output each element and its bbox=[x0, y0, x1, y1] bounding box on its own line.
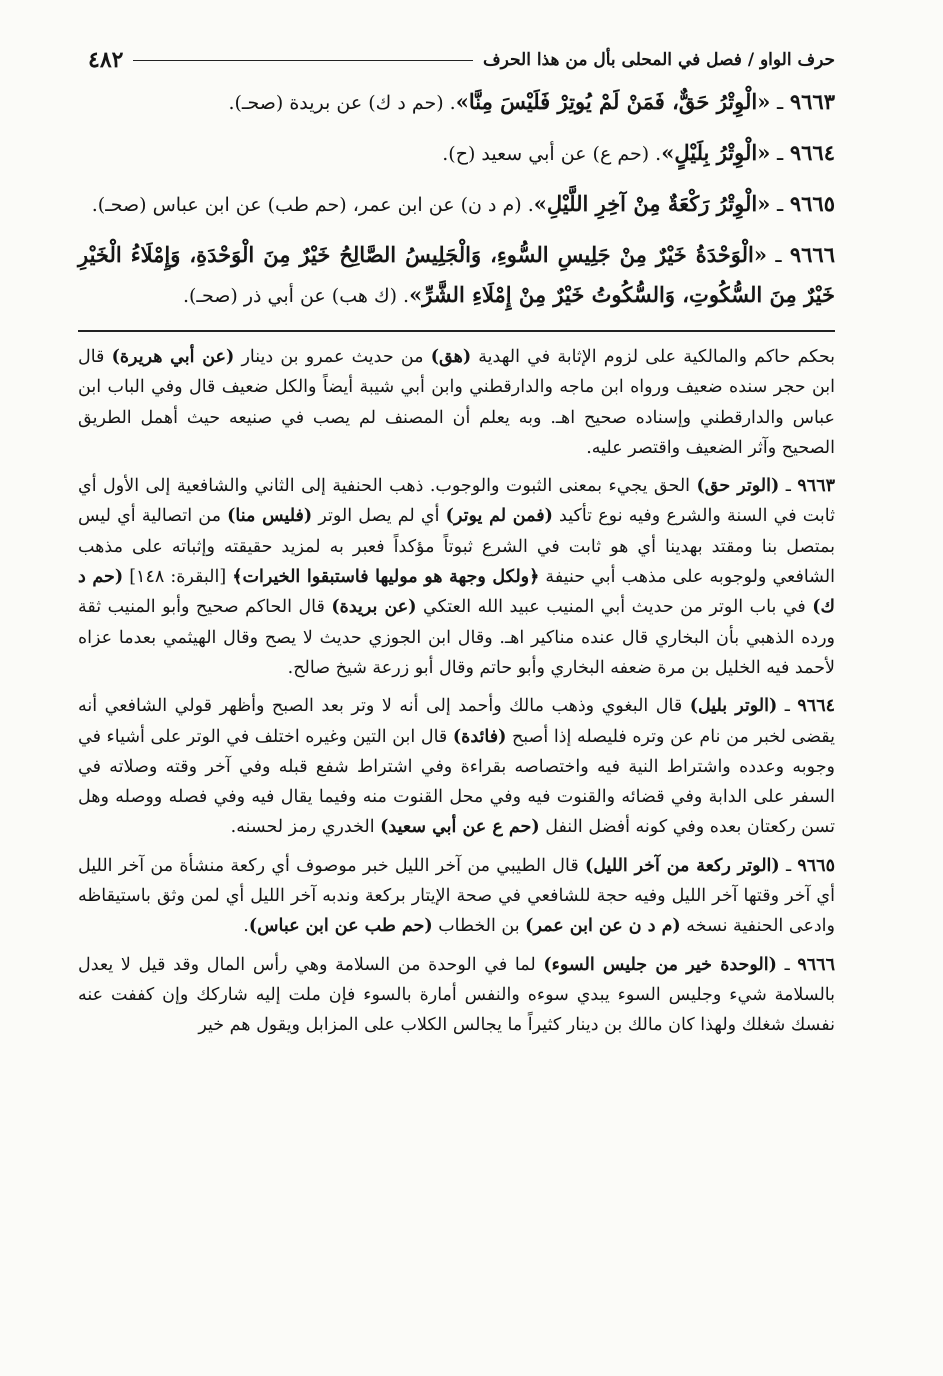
text-run: ـ bbox=[779, 476, 798, 497]
commentary bbox=[78, 342, 835, 1041]
text-run: (الوتر ركعة من آخر الليل) bbox=[584, 855, 780, 876]
text-run: ٩٦٦٥ bbox=[797, 855, 835, 876]
commentary-9663 bbox=[78, 471, 835, 683]
header-rule bbox=[133, 60, 473, 61]
text-run: (الوحدة خير من جليس السوء) bbox=[543, 954, 777, 975]
commentary-intro bbox=[78, 342, 835, 463]
page-header bbox=[78, 40, 835, 80]
text-run: (عن بريدة) bbox=[331, 597, 417, 618]
text-run: (حم طب عن ابن عباس) bbox=[248, 916, 433, 937]
hadith-9666: ٩٦٦٦ ـ «الْوَحْدَةُ خَيْرٌ مِنْ جَلِيسِ السُّوءِ، وَالْجَلِيسُ الصَّالِحُ خَيْرٌ مِنَ الْوَحْدَةِ، وَإِمْلَاءُ الْخَيْرِ خَيْرٌ مِنَ السُّكُوتِ، وَالسُّكُوتُ خَيْرٌ مِنْ إِمْلَاءِ الشَّرِّ». (ك هب) عن أبي ذر (صحـ). bbox=[78, 242, 835, 307]
text-run: ٩٦٦٤ bbox=[797, 696, 835, 717]
text-run: الحق يجيء بمعنى الثبوت والوجوب. ذهب الحنفية إلى الثاني والشافعية إلى الأول أي ثابت في السنة والشرع وفيه نوع تأكيد bbox=[78, 476, 836, 527]
text-run: الخدري رمز لحسنه. bbox=[230, 817, 381, 838]
text-run: (عن أبي هريرة) bbox=[111, 347, 235, 367]
hadith-list bbox=[78, 82, 835, 316]
commentary-9664 bbox=[78, 691, 835, 842]
text-run: ـ bbox=[779, 855, 798, 876]
text-run: في باب الوتر من حديث أبي المنيب عبيد الله العتكي bbox=[416, 597, 813, 618]
book-page bbox=[78, 40, 835, 1340]
text-run: قال ابن التين وغيره اختلف في الوتر على أشياء في وجوبه وعدده واشتراط النية فيه واختصاصه بقراءة وفي اشتراط شفع قبله وفي آخر وقته وصلاته في السفر على الدابة وفي قضائه والقنوت فيه وفي محل القنوت منه وفيما يقال فيه وفي فصله ووصله وهل تسن ركعتان بعده وفي كونه أفضل النفل bbox=[78, 726, 835, 838]
hadith-9665: ٩٦٦٥ ـ «الْوِتْرُ رَكْعَةٌ مِنْ آخِرِ اللَّيْلِ». (م د ن) عن ابن عمر، (حم طب) عن ابن عباس (صحـ). bbox=[91, 191, 835, 216]
text-run: قال الطيبي من آخر الليل خبر موصوف أي ركعة منشأة من آخر الليل أي آخر وقتها آخر الليل وفيه حجة للشافعي في صحة الإيتار بركعة وندبه آخر الليل أي لمن وثق باستيقاظه وادعى الحنفية نسخه bbox=[78, 855, 835, 937]
text-run: (فليس منا) bbox=[227, 506, 313, 527]
text-run: (م د ن عن ابن عمر) bbox=[525, 916, 681, 937]
text-run: لما في الوحدة من السلامة وهي رأس المال وقد قيل لا يعدل بالسلامة شيء وجليس السوء يبدي سوءه والنفس أمارة بالسوء فإن ملت إليه شاركك وإن كففت عنه نفسك شغلك ولهذا كان مالك بن دينار كثيراً ما يجالس الكلاب على المزابل ويقول هم خير bbox=[78, 954, 835, 1036]
text-run: ـ bbox=[776, 954, 798, 975]
running-title: حرف الواو / فصل في المحلى بأل من هذا الحرف bbox=[483, 50, 835, 70]
text-run: قال ابن حجر سنده ضعيف ورواه ابن ماجه والدارقطني وابن أبي شيبة أيضاً والكل ضعيف قال وفي الباب ابن عباس والدارقطني وإسناده صحيح اهـ. وبه يعلم أن المصنف لم يصب في صنيعه حيث أهمل الطريق الصحيح وآثر الضعيف واقتصر عليه. bbox=[78, 347, 835, 458]
text-run: (فمن لم يوتر) bbox=[445, 506, 553, 527]
text-run: بن الخطاب bbox=[432, 916, 526, 937]
commentary-9666 bbox=[78, 950, 835, 1041]
text-run: قال البغوي وذهب مالك وأحمد إلى أنه لا وتر بعد الصبح وأظهر قولي الشافعي أنه يقضى لخبر من نام عن وتره فليصله إذا أصبح bbox=[78, 696, 835, 747]
text-run: [البقرة: ١٤٨] bbox=[123, 567, 233, 588]
text-run: ـ bbox=[777, 696, 798, 717]
hadith-9664: ٩٦٦٤ ـ «الْوِتْرُ بِلَيْلٍ». (حم ع) عن أبي سعيد (ح). bbox=[442, 140, 835, 165]
text-run: من حديث عمرو بن دينار bbox=[234, 347, 431, 367]
text-run: قال الحاكم صحيح وأبو المنيب ثقة ورده الذهبي بأن البخاري قال عنده مناكير اهـ. وقال ابن الجوزي حديث لا يصح وقال الهيثمي بعدما عزاه لأحمد فيه الخليل بن مرة ضعفه البخاري وأبو حاتم وقال أبو زرعة شيخ صالح. bbox=[78, 597, 835, 678]
text-run: ٩٦٦٣ bbox=[797, 476, 835, 497]
text-run: بحكم حاكم والمالكية على لزوم الإثابة في الهدية bbox=[471, 347, 835, 367]
hadith-9663: ٩٦٦٣ ـ «الْوِتْرُ حَقٌّ، فَمَنْ لَمْ يُوتِرْ فَلَيْسَ مِنَّا». (حم د ك) عن بريدة (صحـ). bbox=[228, 89, 835, 114]
commentary-9665 bbox=[78, 851, 835, 942]
text-run: أي لم يصل الوتر bbox=[312, 506, 446, 527]
text-run: (الوتر بليل) bbox=[689, 696, 778, 717]
text-run: (حم ع عن أبي سعيد) bbox=[380, 817, 540, 838]
footnote-separator bbox=[78, 330, 835, 332]
text-run: (هق) bbox=[430, 347, 472, 367]
page-number: ٤٨٢ bbox=[88, 47, 124, 73]
text-run: ٩٦٦٦ bbox=[797, 954, 835, 975]
text-run: ﴿ولكل وجهة هو موليها فاستبقوا الخيرات﴾ bbox=[232, 567, 540, 588]
text-run: . bbox=[243, 916, 249, 937]
text-run: (فائدة) bbox=[452, 726, 507, 747]
text-run: (الوتر حق) bbox=[696, 476, 780, 497]
text-run: (حم د ك) bbox=[78, 567, 835, 618]
text-run: من اتصالية أي ليس بمتصل بنا ومقتد بهدينا أي هو ثابت في الشرع ثبوتاً مؤكداً فعبر به لمزيد حقيقته وإثباته على مذهب الشافعي ولوجوبه على مذهب أبي حنيفة bbox=[78, 506, 835, 588]
